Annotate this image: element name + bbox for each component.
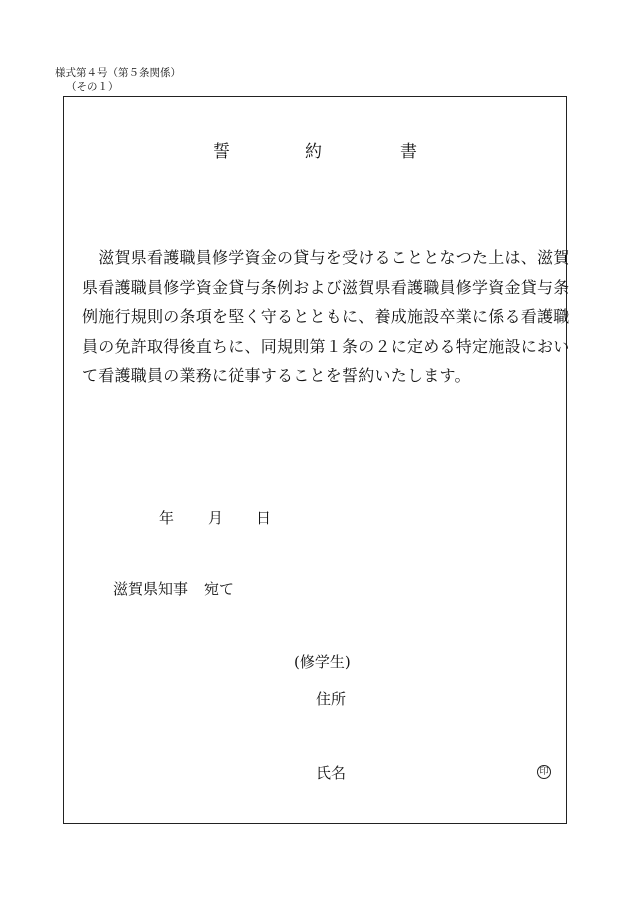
addressee-recipient: 滋賀県知事 [113, 580, 189, 598]
date-year: 年 [159, 509, 175, 527]
address-label: 住所 [316, 690, 347, 708]
title-char-1: 誓 [213, 142, 230, 162]
document-frame [63, 96, 570, 824]
pledge-line-4: 員の免許取得後直ちに、同規則第１条の２に定める特定施設におい [82, 336, 570, 356]
addressee [113, 580, 234, 598]
pledge-line-5: て看護職員の業務に従事することを誓約いたします。 [82, 366, 471, 386]
pledge-line-1: 滋賀県看護職員修学資金の貸与を受けることとなつた上は、滋賀 [82, 248, 570, 267]
pledge-body [82, 243, 570, 391]
title-char-2: 約 [305, 142, 322, 162]
name-label: 氏名 [316, 764, 347, 782]
pledge-line-3: 例施行規則の条項を堅く守るとともに、養成施設卒業に係る看護職 [82, 307, 570, 327]
addressee-suffix: 宛て [204, 580, 235, 598]
date-month: 月 [208, 509, 224, 527]
pledge-line-2: 県看護職員修学資金貸与条例および滋賀県看護職員修学資金貸与条 [82, 277, 570, 297]
applicant-role: (修学生) [294, 653, 351, 671]
form-number: 様式第４号（第５条関係） [55, 67, 181, 79]
seal-mark: 印 [537, 765, 551, 779]
document-title [0, 142, 630, 162]
date-row [0, 509, 630, 527]
form-sub-number: （その１） [66, 81, 119, 93]
date-day: 日 [256, 509, 272, 527]
title-char-3: 書 [400, 142, 417, 162]
